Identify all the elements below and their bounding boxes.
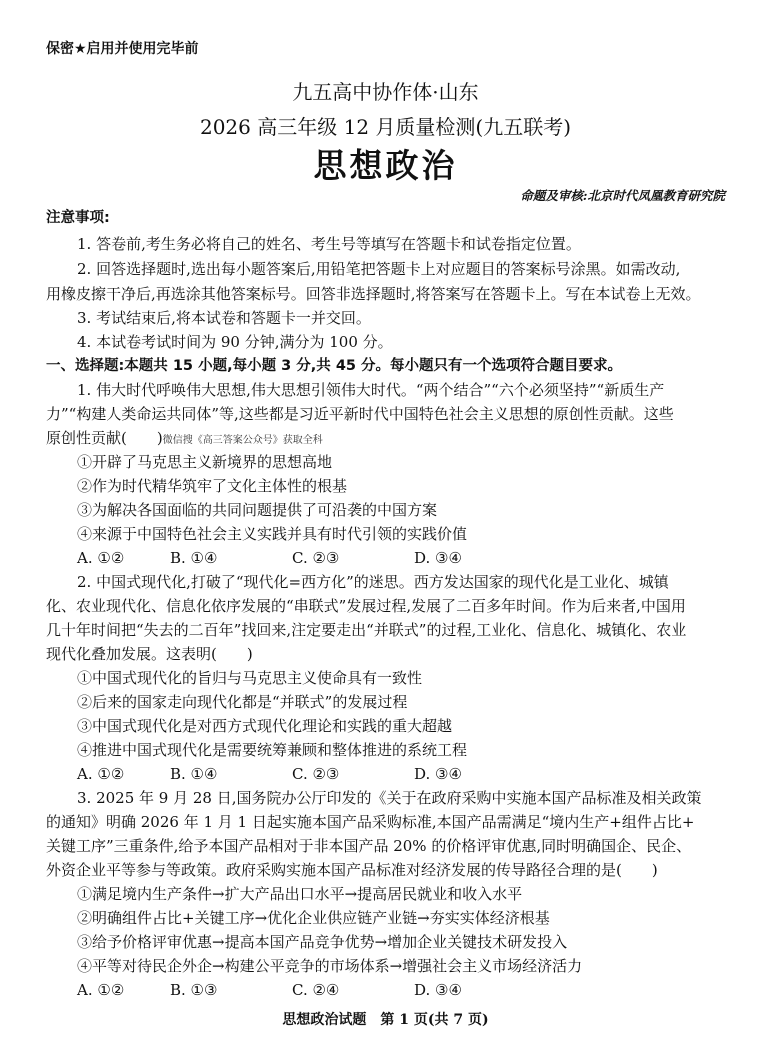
question-1-item: ③为解决各国面临的共同问题提供了可沿袭的中国方案 (77, 501, 438, 519)
question-2-item: ④推进中国式现代化是需要统筹兼顾和整体推进的系统工程 (77, 741, 468, 759)
option-b[interactable]: B. ①④ (170, 549, 218, 567)
option-c[interactable]: C. ②③ (292, 765, 340, 783)
question-2-options (77, 762, 597, 786)
option-d[interactable]: D. ③④ (414, 549, 462, 567)
option-d[interactable]: D. ③④ (414, 765, 462, 783)
notice-item: 4. 本试卷考试时间为 90 分钟,满分为 100 分。 (77, 333, 393, 351)
option-c[interactable]: C. ②④ (292, 981, 340, 999)
option-b[interactable]: B. ①③ (170, 981, 218, 999)
question-3-stem: 的通知》明确 2026 年 1 月 1 日起实施本国产品采购标准,本国产品需满足“境内生产+组件占比+ (46, 813, 695, 831)
option-a[interactable]: A. ①② (77, 765, 125, 783)
option-d[interactable]: D. ③④ (414, 981, 462, 999)
question-2-stem: 几十年时间把“失去的二百年”找回来,注定要走出“并联式”的过程,工业化、信息化、城镇化、农业 (46, 621, 687, 639)
page-footer: 思想政治试题 第 1 页(共 7 页) (282, 1012, 489, 1028)
question-1-stem: 力”“构建人类命运共同体”等,这些都是习近平新时代中国特色社会主义思想的原创性贡献。这些 (46, 405, 674, 423)
question-2-item: ②后来的国家走向现代化都是“并联式”的发展过程 (77, 693, 408, 711)
subject-title: 思想政治 (313, 146, 458, 185)
option-a[interactable]: A. ①② (77, 981, 125, 999)
question-1-stem-end: 原创性贡献( ) (46, 429, 163, 447)
question-2-stem: 化、农业现代化、信息化依序发展的“串联式”发展过程,发展了二百多年时间。作为后来者,中国用 (46, 597, 686, 615)
question-2-item: ③中国式现代化是对西方式现代化理论和实践的重大超越 (77, 717, 453, 735)
confidential-notice: 保密★启用并使用完毕前 (46, 41, 199, 57)
exam-title: 2026 高三年级 12 月质量检测(九五联考) (199, 115, 572, 139)
question-3-item: ③给予价格评审优惠→提高本国产品竞争优势→增加企业关键技术研发投入 (77, 933, 568, 951)
question-3-stem: 3. 2025 年 9 月 28 日,国务院办公厅印发的《关于在政府采购中实施本国产品标准及相关政策 (77, 789, 702, 807)
option-c[interactable]: C. ②③ (292, 549, 340, 567)
notice-item: 3. 考试结束后,将本试卷和答题卡一并交回。 (77, 309, 371, 327)
question-1-stem (46, 426, 323, 453)
question-3-item: ①满足境内生产条件→扩大产品出口水平→提高居民就业和收入水平 (77, 885, 523, 903)
watermark-note: 微信搜《高三答案公众号》获取全科 (162, 435, 323, 446)
option-b[interactable]: B. ①④ (170, 765, 218, 783)
question-3-item: ④平等对待民企外企→构建公平竞争的市场体系→增强社会主义市场经济活力 (77, 957, 583, 975)
question-2-stem: 2. 中国式现代化,打破了“现代化=西方化”的迷思。西方发达国家的现代化是工业化、城镇 (77, 573, 669, 591)
question-3-options (77, 978, 597, 1002)
question-3-stem: 外资企业平等参与等政策。政府采购实施本国产品标准对经济发展的传导路径合理的是( ) (46, 861, 658, 879)
notice-title: 注意事项: (46, 210, 110, 226)
question-1-item: ①开辟了马克思主义新境界的思想高地 (77, 453, 333, 471)
question-3-stem: 关键工序”三重条件,给予本国产品相对于非本国产品 20% 的价格评审优惠,同时明确国企、民企、 (46, 837, 692, 855)
question-1-item: ②作为时代精华筑牢了文化主体性的根基 (77, 477, 348, 495)
question-3-item: ②明确组件占比+关键工序→优化企业供应链产业链→夯实实体经济根基 (77, 909, 550, 927)
question-1-stem: 1. 伟大时代呼唤伟大思想,伟大思想引领伟大时代。“两个结合”“六个必须坚持”“新质生产 (77, 381, 665, 399)
question-1-item: ④来源于中国特色社会主义实践并具有时代引领的实践价值 (77, 525, 468, 543)
question-2-item: ①中国式现代化的旨归与马克思主义使命具有一致性 (77, 669, 423, 687)
notice-item: 2. 回答选择题时,选出每小题答案后,用铅笔把答题卡上对应题目的答案标号涂黑。如需改动, (77, 260, 681, 278)
organization-title: 九五高中协作体·山东 (292, 80, 479, 104)
option-a[interactable]: A. ①② (77, 549, 125, 567)
notice-item: 1. 答卷前,考生务必将自己的姓名、考生号等填写在答题卡和试卷指定位置。 (77, 235, 581, 253)
question-1-options (77, 546, 597, 570)
question-2-stem: 现代化叠加发展。这表明( ) (46, 645, 253, 663)
author-credit: 命题及审核:北京时代凤凰教育研究院 (520, 188, 725, 203)
section-heading: 一、选择题:本题共 15 小题,每小题 3 分,共 45 分。每小题只有一个选项符合题目要求。 (46, 358, 623, 374)
notice-item: 用橡皮擦干净后,再选涂其他答案标号。回答非选择题时,将答案写在答题卡上。写在本试卷上无效。 (46, 285, 701, 303)
